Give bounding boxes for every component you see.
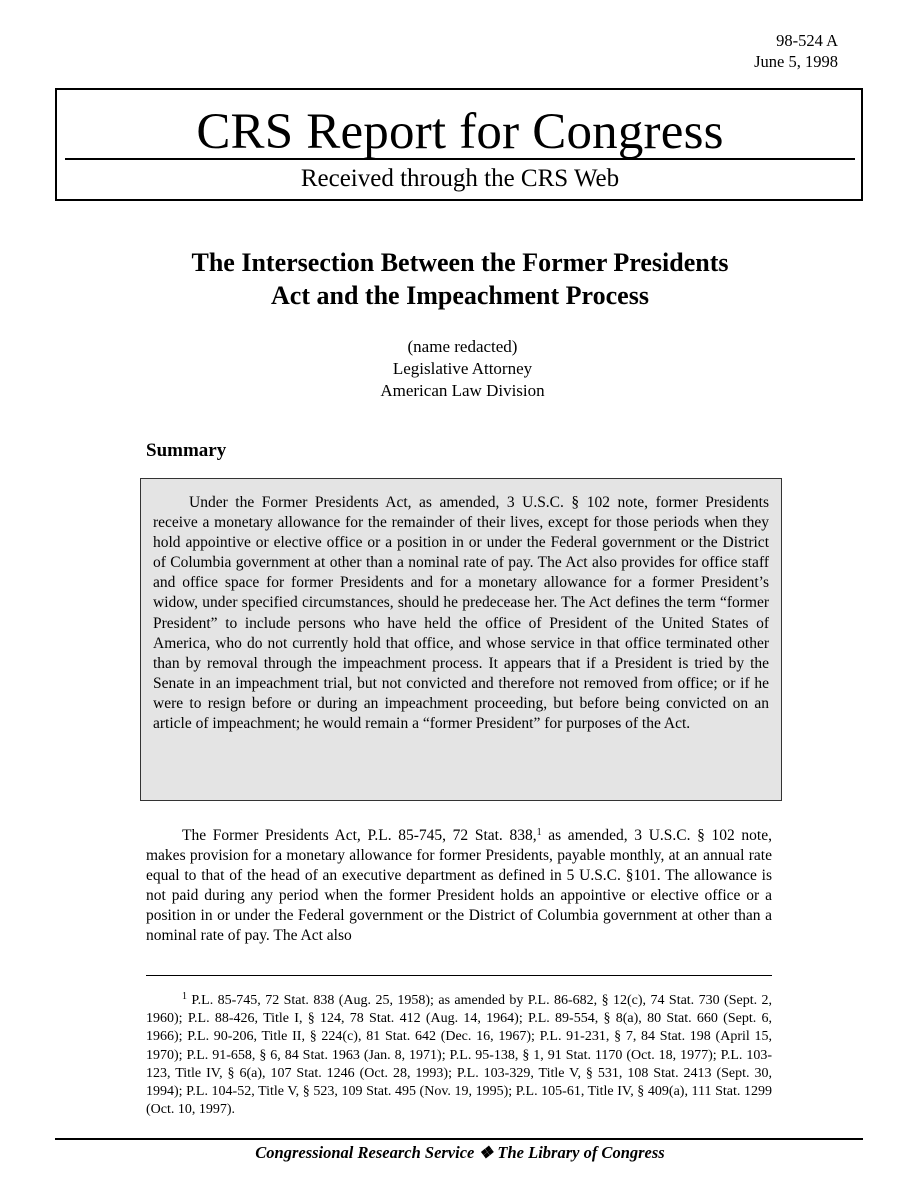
- report-number: 98-524 A: [776, 31, 838, 50]
- report-date: June 5, 1998: [754, 52, 838, 71]
- masthead-subtitle: Received through the CRS Web: [300, 165, 620, 192]
- footnote-reference[interactable]: 1: [536, 827, 542, 838]
- footnote-marker: 1: [182, 991, 187, 1002]
- summary-heading: Summary: [146, 440, 227, 461]
- body-text: [146, 826, 772, 947]
- summary-text: Under the Former Presidents Act, as amended, 3 U.S.C. § 102 note, former Presidents receive a monetary allowance for the remainder of their lives, except for those periods when they hold appointive or elective office or a position in or under the Federal government or the District of Columbia government at other than a nominal rate of pay. The Act also provides for office staff and office space for former Presidents and for a monetary allowance for a former President’s widow, under specified circumstances, should he predecease her. The Act defines the term “former President” to include persons who have held the office of President of the United States of America, who do not currently hold that office, and whose service in that office terminated other than by removal through the impeachment process. It appears that if a President is tried by the Senate in an impeachment trial, but not convicted and therefore not removed from office; or if he were to resign before or during an impeachment proceeding, but before being convicted on an article of impeachment; he would remain a “former President” for purposes of the Act.: [153, 494, 769, 733]
- summary-box: [140, 478, 782, 801]
- author-division: American Law Division: [380, 381, 545, 400]
- footnote-rule: [146, 975, 772, 976]
- body-paragraph-rest: as amended, 3 U.S.C. § 102 note, makes provision for a monetary allowance for former Presidents, payable monthly, at an annual rate equal to that of the head of an executive department as defined in 5 U.S.C. §101. The allowance is not paid during any period when the former President holds an appointive or elective office or a position in or under the Federal government or the District of Columbia government at other than a nominal rate of pay. The Act also: [146, 827, 772, 945]
- footer-rule: [55, 1138, 863, 1140]
- footnote-paragraph: [146, 992, 772, 1119]
- author-name: (name redacted): [407, 337, 518, 356]
- document-title-line1: The Intersection Between the Former Presidents: [191, 248, 729, 277]
- footer-text: Congressional Research Service ❖ The Library of Congress: [255, 1143, 665, 1162]
- report-identifier: [754, 30, 838, 72]
- author-block: [0, 336, 920, 402]
- masthead-rule: [65, 158, 855, 160]
- document-title-line2: Act and the Impeachment Process: [271, 281, 649, 310]
- document-title: [0, 246, 920, 312]
- masthead-title: CRS Report for Congress: [196, 104, 724, 160]
- footnote-text: P.L. 85-745, 72 Stat. 838 (Aug. 25, 1958); as amended by P.L. 86-682, § 12(c), 74 Stat. 730 (Sept. 2, 1960); P.L. 88-426, Title I, § 124, 78 Stat. 412 (Aug. 14, 1964); P.L. 89-554, § 8(a), 80 Stat. 660 (Sept. 6, 1966); P.L. 90-206, Title II, § 224(c), 81 Stat. 642 (Dec. 16, 1967); P.L. 91-231, § 7, 84 Stat. 198 (April 15, 1970); P.L. 91-658, § 6, 84 Stat. 1963 (Jan. 8, 1971); P.L. 95-138, § 1, 91 Stat. 1170 (Oct. 18, 1977); P.L. 103-123, Title IV, § 6(a), 107 Stat. 1246 (Oct. 28, 1993); P.L. 103-329, Title V, § 531, 108 Stat. 2413 (Sept. 30, 1994); P.L. 104-52, Title V, § 523, 109 Stat. 495 (Nov. 19, 1995); P.L. 105-61, Title IV, § 409(a), 111 Stat. 1299 (Oct. 10, 1997).: [146, 993, 772, 1118]
- body-paragraph: [146, 826, 772, 947]
- author-title: Legislative Attorney: [392, 359, 533, 378]
- footnote: [146, 992, 772, 1119]
- body-paragraph-start: The Former Presidents Act, P.L. 85-745, 72 Stat. 838,: [182, 827, 537, 844]
